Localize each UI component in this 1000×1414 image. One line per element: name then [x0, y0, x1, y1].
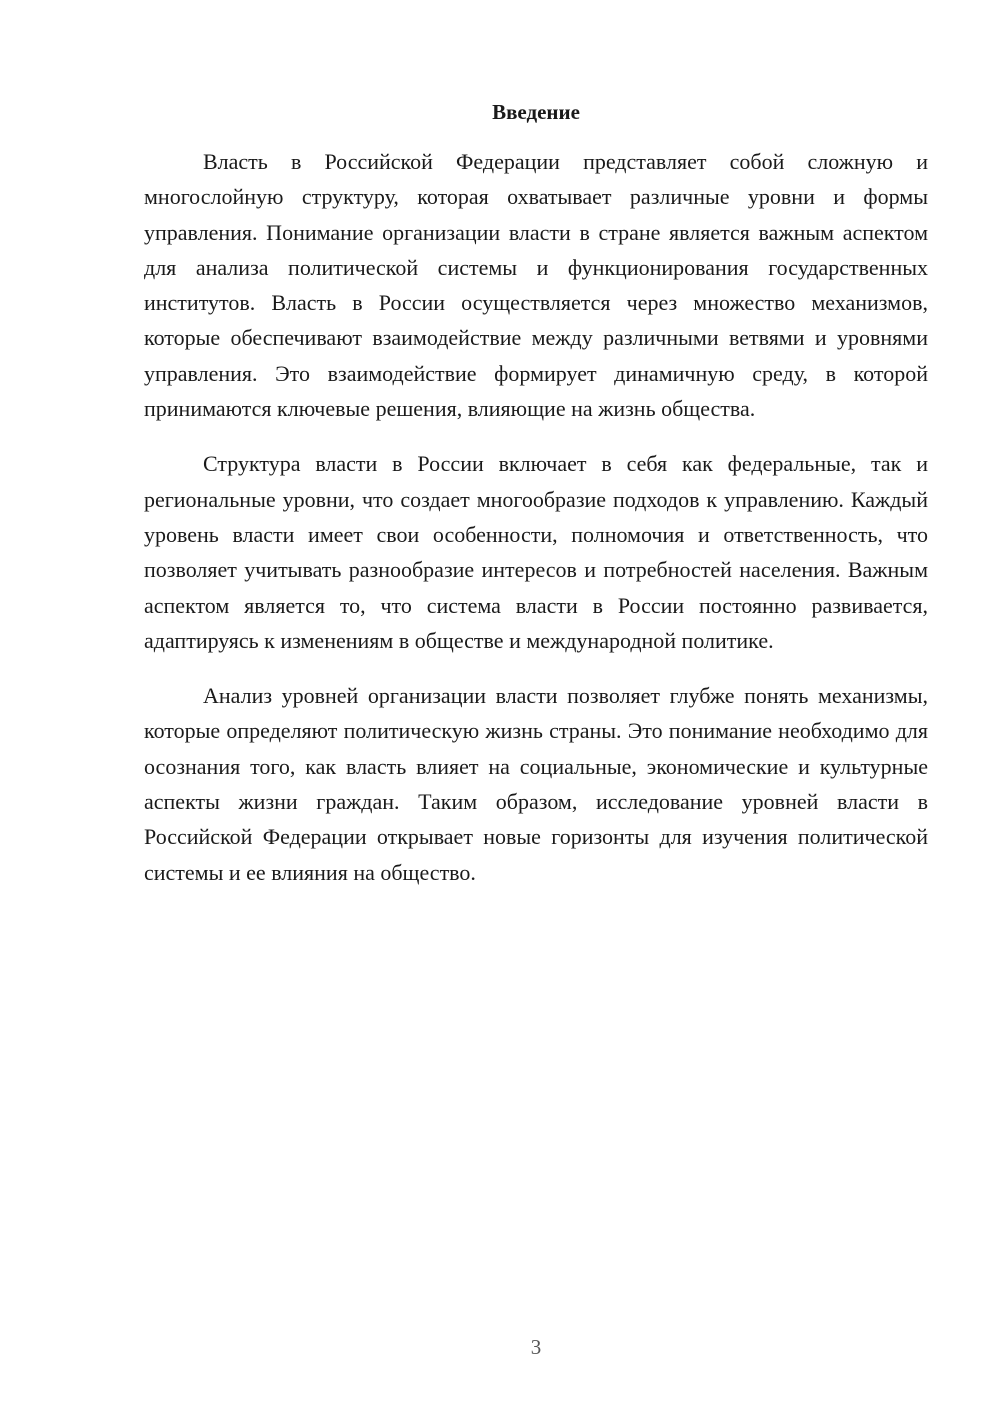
paragraph-2: Структура власти в России включает в себя как федеральные, так и региональные уровни, что создает многообразие подходов к управлению. Каждый уровень власти имеет свои особенности, полномочия и ответственность, что позволяет учитывать разнообразие интересов и потребностей населения. Важным аспектом является то, что система власти в России постоянно развивается, адаптируясь к изменениям в обществе и международной политике.: [144, 451, 928, 653]
paragraph-3: Анализ уровней организации власти позволяет глубже понять механизмы, которые определяют политическую жизнь страны. Это понимание необходимо для осознания того, как власть влияет на социальные, экономические и культурные аспекты жизни граждан. Таким образом, исследование уровней власти в Российской Федерации открывает новые горизонты для изучения политической системы и ее влияния на общество.: [144, 683, 928, 885]
paragraph-1: Власть в Российской Федерации представляет собой сложную и многослойную структуру, которая охватывает различные уровни и формы управления. Понимание организации власти в стране является важным аспектом для анализа политической системы и функционирования государственных институтов. Власть в России осуществляется через множество механизмов, которые обеспечивают взаимодействие между различными ветвями и уровнями управления. Это взаимодействие формирует динамичную среду, в которой принимаются ключевые решения, влияющие на жизнь общества.: [144, 149, 928, 422]
section-title: Введение: [492, 100, 580, 124]
body-text: [144, 144, 928, 910]
page-number: 3: [530, 1335, 542, 1359]
